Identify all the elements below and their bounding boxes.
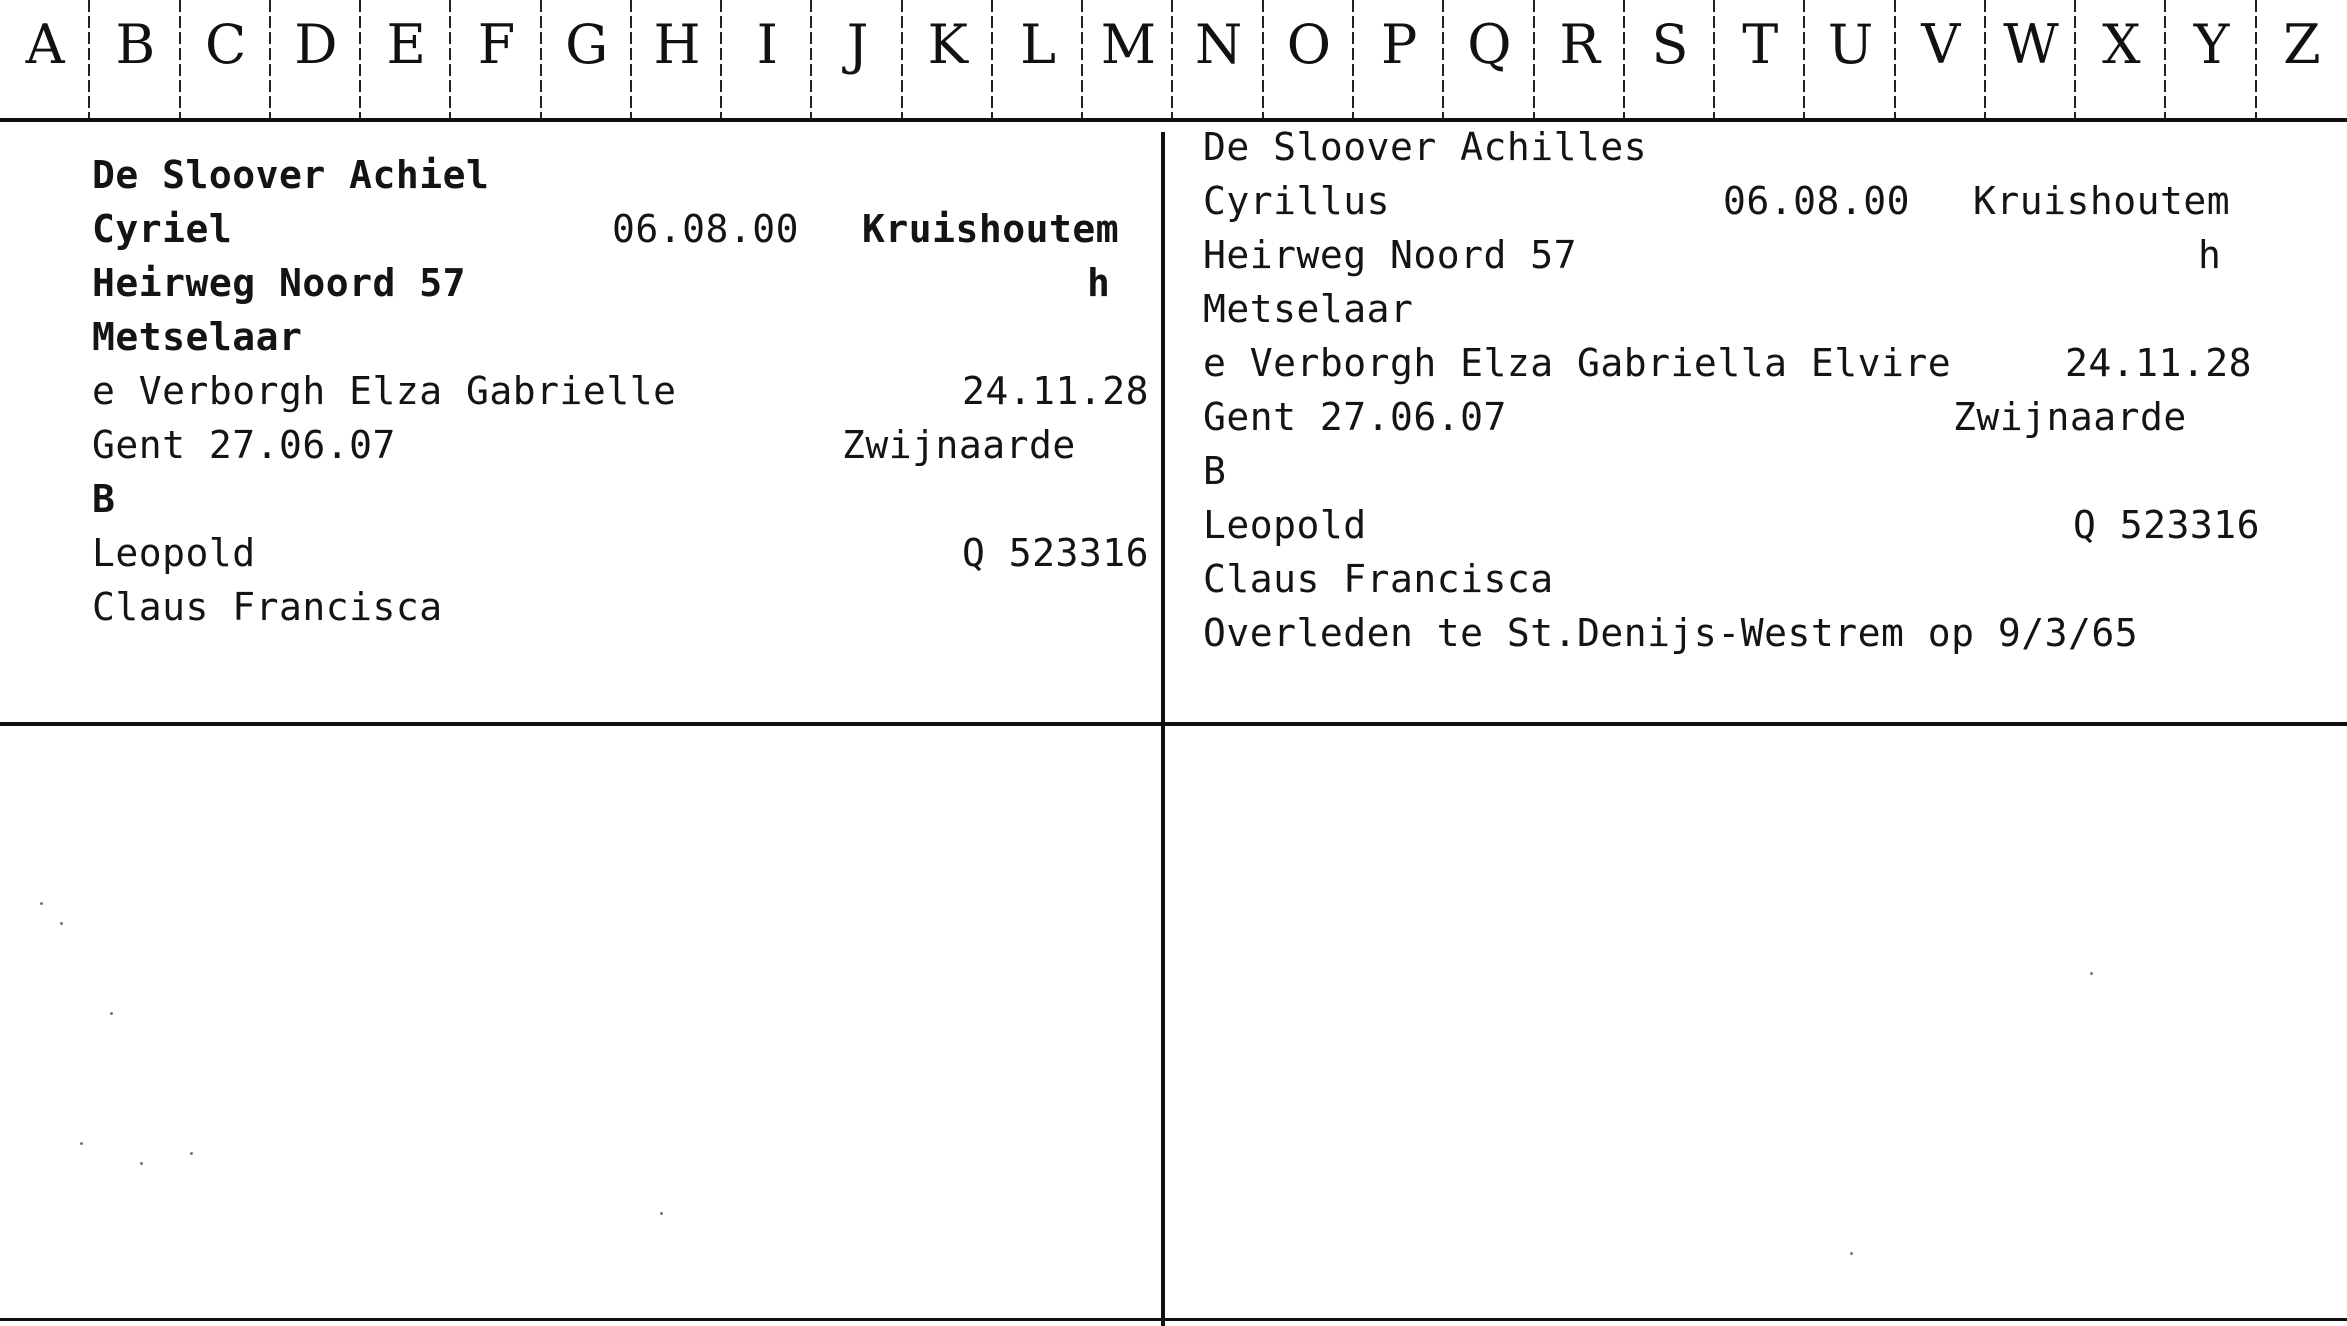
alphabet-letter: M (1100, 13, 1156, 76)
alphabet-tab-u (1805, 0, 1895, 118)
father-name: Leopold (92, 531, 256, 575)
alphabet-tab-z (2257, 0, 2347, 118)
birth-date: 06.08.00 (1723, 179, 1911, 223)
scan-speck (1850, 1252, 1853, 1255)
alphabet-tab-w (1986, 0, 2076, 118)
address: Heirweg Noord 57 (92, 261, 467, 305)
marker-h: h (2198, 233, 2222, 277)
alphabet-letter: H (653, 13, 701, 76)
reference-number: Q 523316 (962, 531, 1150, 575)
alphabet-letter: K (927, 13, 968, 76)
alphabet-letter: E (386, 13, 426, 76)
spouse-place: Zwijnaarde (842, 423, 1076, 467)
alphabet-tab-c (181, 0, 271, 118)
alphabet-tab-l (993, 0, 1083, 118)
alphabet-tab-e (361, 0, 451, 118)
code-b: B (92, 477, 116, 521)
alphabet-tab-t (1715, 0, 1805, 118)
alphabet-letter: W (2003, 13, 2059, 76)
person-name: De Sloover Achilles (1203, 125, 1648, 169)
given-name: Cyriel (92, 207, 233, 251)
marriage-date: 24.11.28 (2065, 341, 2253, 385)
alphabet-letter: R (1559, 13, 1601, 76)
alphabet-tab-o (1264, 0, 1354, 118)
scan-speck (190, 1152, 193, 1155)
spouse: e Verborgh Elza Gabrielle (92, 369, 677, 413)
profession: Metselaar (1203, 287, 1414, 331)
alphabet-letter: Q (1467, 13, 1512, 76)
alphabet-letter: S (1651, 13, 1689, 76)
record-card-left (92, 148, 1162, 634)
alphabet-tab-x (2076, 0, 2166, 118)
alphabet-tab-f (451, 0, 541, 118)
alphabet-tab-g (542, 0, 632, 118)
mother-name: Claus Francisca (92, 585, 443, 629)
alphabet-tab-r (1535, 0, 1625, 118)
reference-number: Q 523316 (2073, 503, 2261, 547)
alphabet-letter: T (1742, 13, 1779, 76)
alphabet-letter: P (1380, 13, 1418, 76)
alphabet-letter: O (1286, 13, 1332, 76)
scan-speck (140, 1162, 143, 1165)
card-grid (0, 122, 2347, 1326)
spouse-birth: Gent 27.06.07 (1203, 395, 1507, 439)
scan-speck (2090, 972, 2093, 975)
marker-h: h (1087, 261, 1111, 305)
spouse-birth: Gent 27.06.07 (92, 423, 396, 467)
alphabet-letter: N (1195, 13, 1243, 76)
alphabet-index-bar (0, 0, 2347, 122)
alphabet-tab-j (812, 0, 902, 118)
scan-speck (80, 1142, 83, 1145)
code-b: B (1203, 449, 1227, 493)
birth-place: Kruishoutem (1973, 179, 2231, 223)
horizontal-divider (0, 722, 2347, 726)
mother-name: Claus Francisca (1203, 557, 1554, 601)
alphabet-letter: I (756, 13, 778, 76)
alphabet-tab-d (271, 0, 361, 118)
alphabet-tab-a (0, 0, 90, 118)
alphabet-letter: A (25, 13, 65, 76)
alphabet-letter: U (1827, 13, 1874, 76)
marriage-date: 24.11.28 (962, 369, 1150, 413)
person-name: De Sloover Achiel (92, 153, 490, 197)
birth-place: Kruishoutem (862, 207, 1120, 251)
alphabet-tab-n (1174, 0, 1264, 118)
scan-speck (60, 922, 63, 925)
spouse-place: Zwijnaarde (1953, 395, 2187, 439)
alphabet-letter: D (294, 13, 338, 76)
alphabet-tab-q (1444, 0, 1534, 118)
address: Heirweg Noord 57 (1203, 233, 1578, 277)
alphabet-letter: Z (2283, 13, 2321, 76)
bottom-border (0, 1318, 2347, 1321)
alphabet-tab-p (1354, 0, 1444, 118)
alphabet-letter: X (2102, 13, 2141, 76)
alphabet-tab-v (1896, 0, 1986, 118)
spouse: e Verborgh Elza Gabriella Elvire (1203, 341, 1952, 385)
alphabet-tab-m (1083, 0, 1173, 118)
alphabet-letter: L (1020, 13, 1057, 76)
alphabet-letter: Y (2193, 13, 2230, 76)
death-note: Overleden te St.Denijs-Westrem op 9/3/65 (1203, 611, 2139, 655)
scan-speck (40, 902, 43, 905)
birth-date: 06.08.00 (612, 207, 800, 251)
alphabet-letter: F (477, 13, 516, 76)
record-card-right (1203, 120, 2323, 660)
alphabet-letter: B (115, 13, 156, 76)
given-name: Cyrillus (1203, 179, 1391, 223)
scan-speck (660, 1212, 663, 1215)
alphabet-letter: C (205, 13, 247, 76)
alphabet-letter: V (1921, 13, 1961, 76)
alphabet-tab-k (903, 0, 993, 118)
father-name: Leopold (1203, 503, 1367, 547)
alphabet-letter: G (565, 13, 609, 76)
alphabet-tab-b (90, 0, 180, 118)
scan-speck (110, 1012, 113, 1015)
alphabet-letter: J (846, 13, 869, 76)
alphabet-tab-s (1625, 0, 1715, 118)
alphabet-tab-h (632, 0, 722, 118)
alphabet-tab-y (2166, 0, 2256, 118)
profession: Metselaar (92, 315, 303, 359)
alphabet-tab-i (722, 0, 812, 118)
